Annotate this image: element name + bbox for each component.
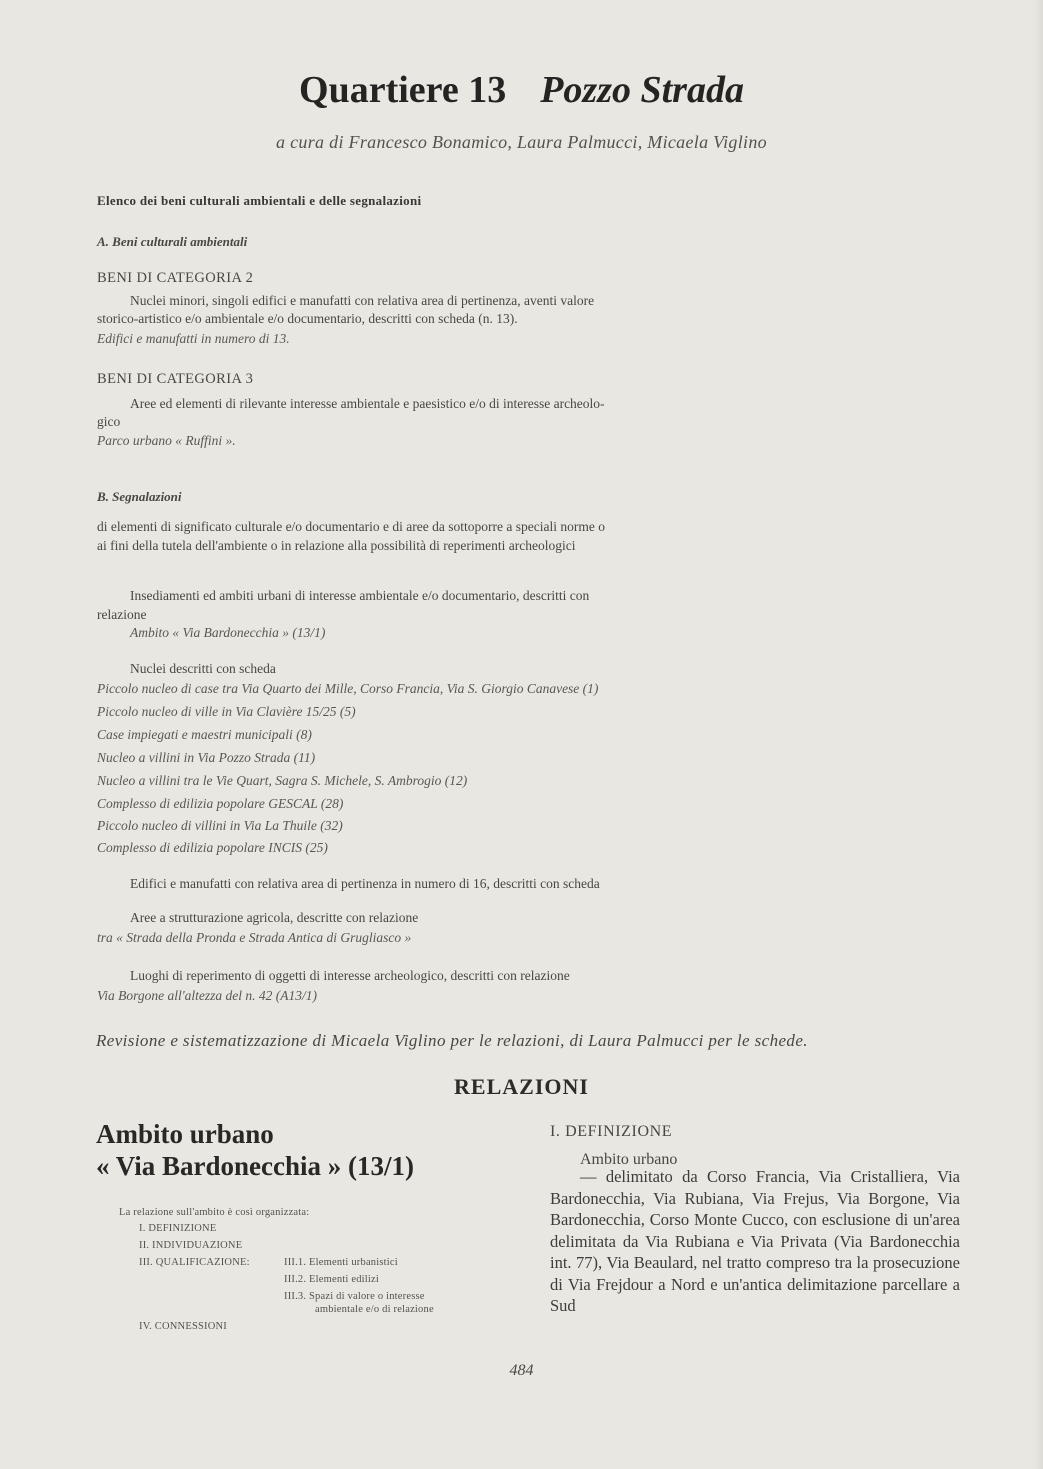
- relazioni-heading: RELAZIONI: [454, 1074, 589, 1099]
- cat3-desc-line2: gico: [97, 414, 121, 429]
- ambito-title-line1: Ambito urbano: [96, 1119, 274, 1149]
- section-b-desc-line1: di elementi di significato culturale e/o documentario e di aree da sottoporre a speciali norme o: [97, 519, 605, 534]
- cat3-desc-line1: Aree ed elementi di rilevante interesse ambientale e paesistico e/o di interesse archeolo-: [130, 396, 605, 411]
- aree-item: tra « Strada della Pronda e Strada Antica di Grugliasco »: [97, 930, 412, 945]
- nucleo-item: Complesso di edilizia popolare GESCAL (28): [97, 796, 344, 811]
- quartiere-name: Pozzo Strada: [540, 69, 744, 111]
- definizione-heading: I. DEFINIZIONE: [550, 1123, 673, 1140]
- toc-item: II. INDIVIDUAZIONE: [139, 1240, 243, 1251]
- ambito-item: Ambito « Via Bardonecchia » (13/1): [130, 625, 326, 640]
- page-title: [0, 68, 1043, 112]
- nucleo-item: Case impiegati e maestri municipali (8): [97, 727, 312, 742]
- toc-item: IV. CONNESSIONI: [139, 1321, 227, 1332]
- section-b-heading: B. Segnalazioni: [97, 489, 182, 504]
- aree-heading: Aree a strutturazione agricola, descritte con relazione: [130, 910, 419, 925]
- toc-subitem-cont: ambientale e/o di relazione: [315, 1304, 434, 1315]
- luoghi-heading: Luoghi di reperimento di oggetti di interesse archeologico, descritti con relazione: [130, 968, 570, 983]
- section-b-desc-line2: ai fini della tutela dell'ambiente o in relazione alla possibilità di reperimenti archeologici: [97, 538, 576, 553]
- insediamenti-line1: Insediamenti ed ambiti urbani di interesse ambientale e/o documentario, descritti con: [130, 588, 590, 603]
- toc-subitem: III.3. Spazi di valore o interesse: [284, 1291, 425, 1302]
- cat2-desc-line1: Nuclei minori, singoli edifici e manufatti con relativa area di pertinenza, aventi valore: [130, 293, 595, 308]
- cat3-heading: BENI DI CATEGORIA 3: [97, 371, 254, 387]
- nuclei-heading: Nuclei descritti con scheda: [130, 661, 276, 676]
- edifici-line: Edifici e manufatti con relativa area di pertinenza in numero di 16, descritti con scheda: [130, 876, 600, 891]
- toc-intro: La relazione sull'ambito è così organizzata:: [119, 1207, 310, 1218]
- toc-item: III. QUALIFICAZIONE:: [139, 1257, 250, 1268]
- page-edge-shadow: [1035, 0, 1043, 1469]
- nucleo-item: Piccolo nucleo di ville in Via Clavière 15/25 (5): [97, 704, 356, 719]
- insediamenti-line2: relazione: [97, 607, 147, 622]
- quartiere-number: Quartiere 13: [299, 69, 507, 111]
- nucleo-item: Nucleo a villini tra le Vie Quart, Sagra S. Michele, S. Ambrogio (12): [97, 773, 468, 788]
- editors-line: a cura di Francesco Bonamico, Laura Palmucci, Micaela Viglino: [276, 132, 767, 152]
- ambito-title: [96, 1118, 414, 1182]
- toc-item: I. DEFINIZIONE: [139, 1223, 217, 1234]
- cat2-note: Edifici e manufatti in numero di 13.: [97, 331, 290, 346]
- luoghi-item: Via Borgone all'altezza del n. 42 (A13/1): [97, 988, 317, 1003]
- ambito-title-line2: « Via Bardonecchia » (13/1): [96, 1151, 414, 1181]
- definizione-body: — delimitato da Corso Francia, Via Cristalliera, Via Bardonecchia, Via Rubiana, Via Frejus, Via Borgone, Via Bardonecchia, Corso Monte Cucco, con esclusione di un'area delimitata da Via Rubiana e Via Privata (Via Bardonecchia int. 77), Via Beaulard, nel tratto compreso tra la prosecuzione di Via Frejdour a Nord e un'antica delimitazione parcellare a Sud: [550, 1167, 960, 1315]
- toc-subitem: III.2. Elementi edilizi: [284, 1274, 379, 1285]
- section-a-heading: A. Beni culturali ambientali: [97, 234, 248, 249]
- nucleo-item: Piccolo nucleo di case tra Via Quarto dei Mille, Corso Francia, Via S. Giorgio Canavese (1): [97, 681, 599, 696]
- definizione-subheading: Ambito urbano: [580, 1151, 678, 1168]
- cat2-heading: BENI DI CATEGORIA 2: [97, 270, 254, 286]
- nucleo-item: Nucleo a villini in Via Pozzo Strada (11): [97, 750, 316, 765]
- revision-note: Revisione e sistematizzazione di Micaela Viglino per le relazioni, di Laura Palmucci per le schede.: [96, 1031, 808, 1050]
- elenco-heading: Elenco dei beni culturali ambientali e delle segnalazioni: [97, 193, 422, 208]
- nucleo-item: Piccolo nucleo di villini in Via La Thuile (32): [97, 818, 343, 833]
- nucleo-item: Complesso di edilizia popolare INCIS (25): [97, 840, 328, 855]
- cat2-desc-line2: storico-artistico e/o ambientale e/o documentario, descritti con scheda (n. 13).: [97, 311, 518, 326]
- cat3-note: Parco urbano « Ruffini ».: [97, 433, 236, 448]
- page-number: 484: [509, 1362, 534, 1379]
- toc-subitem: III.1. Elementi urbanistici: [284, 1257, 398, 1268]
